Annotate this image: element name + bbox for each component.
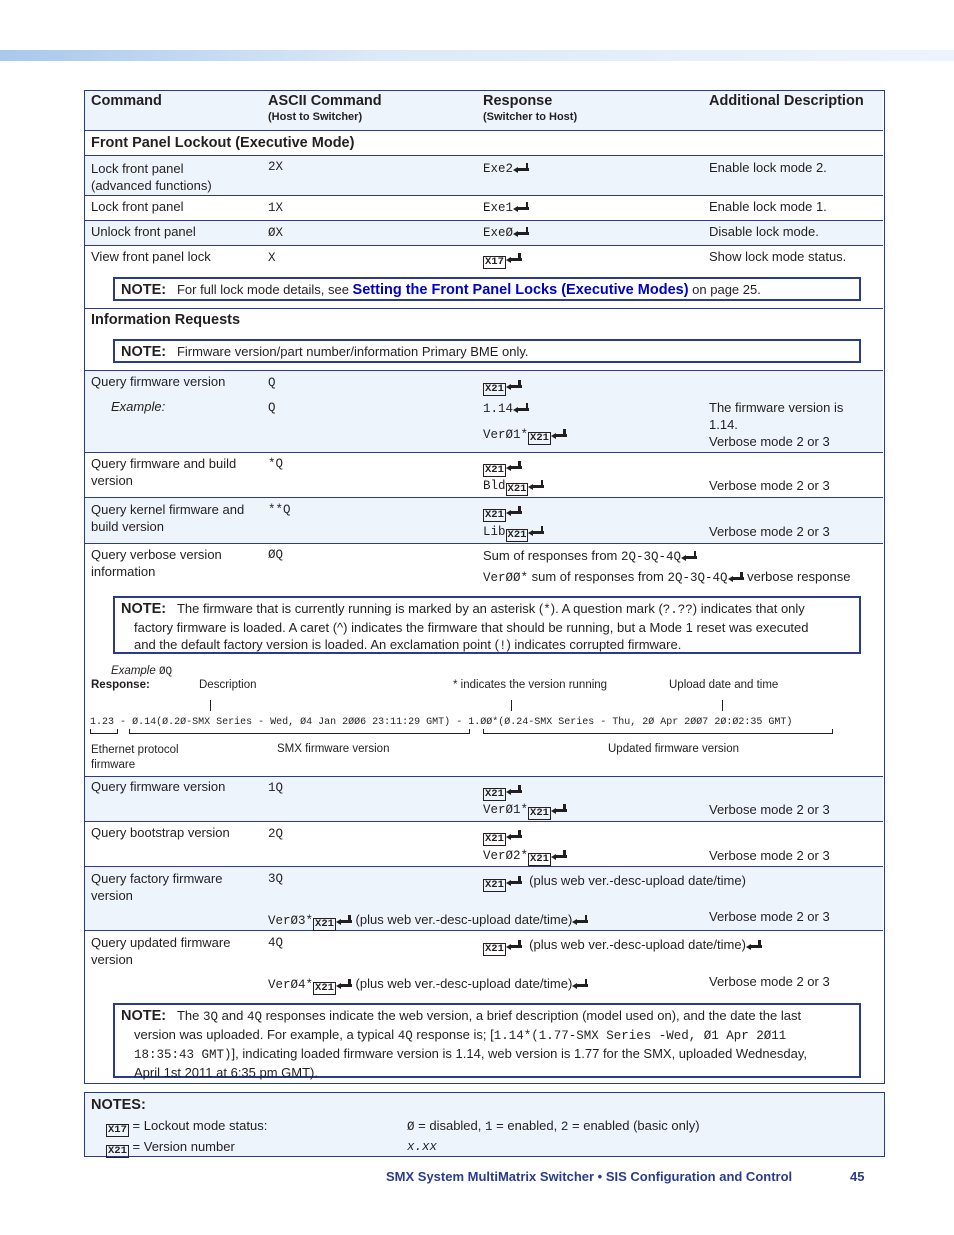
response: [483, 803, 567, 820]
note-text: response is; [: [416, 1027, 494, 1042]
return-icon: [681, 551, 697, 561]
command-text: (advanced functions): [91, 178, 212, 193]
response-text: sum of responses from: [531, 569, 664, 584]
description: Enable lock mode 1.: [709, 199, 827, 214]
response-text: (plus web ver.-desc-upload date/time): [355, 976, 573, 991]
pointer-line: [722, 700, 723, 711]
response: [483, 849, 567, 866]
description: Verbose mode 2 or 3: [709, 974, 830, 989]
rule: [85, 452, 883, 453]
description: Verbose mode 2 or 3: [709, 478, 830, 493]
response: [483, 827, 522, 846]
response-text: (plus web ver.-desc-upload date/time): [529, 873, 746, 888]
response-text: Sum of responses from: [483, 548, 618, 563]
response: [268, 976, 588, 995]
note-text: Firmware version/part number/information Primary BME only.: [176, 344, 529, 359]
link-front-panel-locks[interactable]: Setting the Front Panel Locks (Executive Modes): [352, 282, 689, 298]
command-line: information: [91, 564, 156, 579]
return-icon: [728, 572, 744, 582]
diagram-response-line: [90, 717, 792, 728]
response: [483, 782, 522, 801]
response-code: VerØØ*: [483, 571, 529, 585]
note-text: ) indicates corrupted firmware.: [506, 637, 682, 652]
example-command: ØQ: [158, 666, 173, 678]
return-icon: [572, 915, 588, 925]
ascii-command: Q: [268, 376, 276, 390]
ascii-command: 4Q: [268, 936, 284, 950]
separator: -: [456, 717, 463, 728]
note-text: and: [221, 1008, 244, 1023]
description-text: Verbose mode 2 or 3: [709, 434, 830, 449]
pointer-line: [511, 700, 512, 711]
command-line: Query factory firmware: [91, 871, 223, 886]
command-text: [91, 870, 222, 904]
response: [483, 479, 544, 496]
value-code: 2: [560, 1120, 569, 1134]
response-text: VerØ2*: [483, 849, 529, 863]
note-code: 18:35:43 GMT): [134, 1048, 232, 1062]
return-icon: [506, 253, 522, 263]
return-icon: [506, 506, 522, 516]
return-icon: [506, 380, 522, 390]
description: Show lock mode status.: [709, 249, 847, 264]
command-text: Unlock front panel: [91, 224, 196, 239]
value-code: Ø: [407, 1120, 415, 1134]
response: [483, 458, 522, 477]
variable-box: X21: [315, 982, 334, 994]
response-text: Bld: [483, 479, 506, 493]
return-icon: [513, 227, 529, 237]
variable-box: X21: [108, 1145, 127, 1157]
note-primary-bme: [113, 339, 861, 363]
variable-box: X21: [485, 383, 504, 395]
return-icon: [506, 785, 522, 795]
value-text: = enabled (basic only): [572, 1118, 700, 1133]
section-title-lockout: Front Panel Lockout (Executive Mode): [91, 135, 355, 151]
note-code: !: [498, 639, 507, 653]
notes-x17: [106, 1118, 267, 1137]
note-text: ). A question mark (: [550, 601, 663, 616]
response: [483, 548, 697, 564]
diagram-smx-fw-label: SMX firmware version: [277, 743, 390, 755]
ascii-command: X: [268, 251, 276, 265]
response-text: (plus web ver.-desc-upload date/time): [355, 912, 573, 927]
response-code: VerØ3*: [268, 914, 314, 928]
return-icon: [528, 526, 544, 536]
response: [483, 503, 522, 522]
notes-x21-value: x.xx: [407, 1140, 438, 1154]
command-line: Query firmware and build: [91, 456, 237, 471]
column-subheader-response: (Switcher to Host): [483, 111, 578, 123]
rule: [85, 308, 883, 309]
command-text: [91, 934, 230, 968]
response: [483, 569, 850, 585]
note-text: factory firmware is loaded. A caret (^) indicates the firmware that should be running, but a Mode 1 reset was executed: [134, 620, 809, 635]
header-gradient-bar: [0, 50, 954, 61]
notes-label: = Version number: [132, 1139, 235, 1154]
page-number: 45: [850, 1169, 865, 1184]
response: [483, 428, 567, 445]
note-label: NOTE:: [121, 1008, 167, 1024]
variable-box: X21: [507, 483, 527, 495]
response: [483, 873, 746, 892]
variable-box: X21: [485, 833, 504, 845]
column-header-response: Response: [483, 93, 553, 109]
variable-box: X21: [485, 509, 504, 521]
section-title-info: Information Requests: [91, 312, 241, 328]
variable-box: X21: [530, 432, 549, 444]
response-text: Lib: [483, 525, 506, 539]
diagram-ethernet-label: [91, 743, 179, 773]
separator: -: [600, 717, 607, 728]
return-icon: [551, 850, 567, 860]
ascii-command: Q: [268, 401, 276, 415]
command-line: Query updated firmware: [91, 935, 231, 950]
smx-version-desc: Ø.14(Ø.2Ø-SMX Series: [132, 717, 253, 728]
command-text: Query firmware version: [91, 779, 226, 794]
notes-x21: [106, 1139, 235, 1158]
return-icon: [513, 163, 529, 173]
description: Verbose mode 2 or 3: [709, 909, 830, 924]
note-lock-mode: [113, 277, 861, 301]
description: Disable lock mode.: [709, 224, 819, 239]
column-header-description: Additional Description: [709, 93, 864, 109]
column-header-command: Command: [91, 93, 162, 109]
bracket: [90, 729, 118, 734]
note-text: The firmware that is currently running is marked by an asterisk (: [176, 601, 544, 616]
response: [483, 201, 529, 215]
command-text: [91, 455, 236, 489]
response-text: VerØ1*: [483, 803, 529, 817]
note-firmware-markers: [113, 596, 861, 654]
response-code: 2Q-3Q-4Q: [621, 550, 682, 564]
note-code: 1.14*(1.77-SMX Series -Wed, Ø1 Apr 2Ø11: [493, 1029, 787, 1043]
ascii-command: *Q: [268, 457, 284, 471]
note-text: and the default factory version is loaded. An exclamation point (: [134, 637, 499, 652]
column-header-ascii: ASCII Command: [268, 93, 382, 109]
diagram-updated-label: Updated firmware version: [608, 743, 740, 755]
command-line: Query kernel firmware and: [91, 502, 245, 517]
example-label: Example: [111, 665, 156, 677]
response: [483, 525, 544, 542]
footer-title: SMX System MultiMatrix Switcher • SIS Configuration and Control: [386, 1169, 793, 1184]
command-text: [91, 546, 222, 580]
example-label: Example:: [111, 399, 166, 414]
rule: [85, 370, 883, 371]
description: Verbose mode 2 or 3: [709, 848, 830, 863]
diagram-description-label: Description: [199, 679, 257, 691]
note-text: responses indicate the web version, a brief description (model used on), and the date the last: [265, 1008, 802, 1023]
rule: [85, 245, 883, 246]
response: [268, 912, 588, 931]
value-text: = enabled,: [496, 1118, 558, 1133]
variable-box: X21: [315, 918, 334, 930]
command-text: Query bootstrap version: [91, 825, 230, 840]
pointer-line: [210, 700, 211, 711]
return-icon: [551, 429, 567, 439]
response: [483, 226, 529, 240]
diagram-response-label: Response:: [91, 679, 150, 691]
diagram-example: [111, 665, 172, 678]
return-icon: [513, 202, 529, 212]
note-text: April 1st 2011 at 6:35 pm GMT).: [134, 1065, 318, 1080]
description: [709, 399, 843, 450]
variable-box: X21: [485, 943, 504, 955]
rule: [85, 821, 883, 822]
ascii-command: ØX: [268, 226, 284, 240]
command-text: Lock front panel: [91, 161, 184, 176]
response-text: Exe2: [483, 162, 514, 176]
rule: [85, 497, 883, 498]
response: [483, 402, 529, 416]
return-icon: [746, 940, 762, 950]
value-text: = disabled,: [418, 1118, 482, 1133]
response: [483, 377, 522, 396]
return-icon: [551, 804, 567, 814]
response: [483, 162, 529, 176]
note-label: NOTE:: [121, 344, 167, 360]
return-icon: [506, 940, 522, 950]
rule: [85, 130, 883, 131]
column-subheader-ascii: (Host to Switcher): [268, 111, 363, 123]
variable-box: X21: [530, 807, 549, 819]
variable-box: X21: [485, 464, 504, 476]
variable-box: X17: [108, 1124, 127, 1136]
note-text: For full lock mode details, see: [176, 282, 349, 297]
command-line: version: [91, 888, 133, 903]
description: Verbose mode 2 or 3: [709, 802, 830, 817]
response-text: 1.14: [483, 402, 514, 416]
ascii-command: ØQ: [268, 548, 284, 562]
notes-label: = Lockout mode status:: [132, 1118, 268, 1133]
rule: [85, 866, 883, 867]
bracket: [129, 729, 470, 734]
note-code: ?.??: [662, 603, 693, 617]
note-text: on page 25.: [692, 282, 761, 297]
description-text: The firmware version is: [709, 400, 844, 415]
variable-box: X21: [530, 853, 549, 865]
note-text: ) indicates that only: [692, 601, 805, 616]
rule: [85, 155, 883, 156]
response-text: ExeØ: [483, 226, 514, 240]
response: [483, 250, 522, 269]
description-text: 1.14.: [709, 417, 738, 432]
return-icon: [528, 480, 544, 490]
separator: -: [258, 717, 265, 728]
command-text: [91, 501, 244, 535]
note-code: 4Q: [397, 1029, 413, 1043]
ascii-command: 2Q: [268, 827, 284, 841]
ascii-command: **Q: [268, 503, 291, 517]
response-text: verbose response: [747, 569, 851, 584]
response-text: VerØ1*: [483, 428, 529, 442]
ascii-command: 1Q: [268, 781, 284, 795]
ascii-command: 2X: [268, 160, 284, 174]
description: Verbose mode 2 or 3: [709, 524, 830, 539]
variable-box: X21: [485, 879, 504, 891]
rule: [85, 543, 883, 544]
note-label: NOTE:: [121, 282, 167, 298]
command-line: version: [91, 952, 133, 967]
rule: [85, 776, 883, 777]
ethernet-version: 1.23: [90, 717, 115, 728]
rule: [85, 220, 883, 221]
description: Enable lock mode 2.: [709, 160, 827, 175]
note-code: 3Q: [202, 1010, 218, 1024]
diagram-running-label: * indicates the version running: [453, 679, 608, 691]
return-icon: [336, 915, 352, 925]
note-label: NOTE:: [121, 601, 167, 617]
command-text: Lock front panel: [91, 199, 184, 214]
smx-upload-date: Wed, Ø4 Jan 2ØØ6 23:11:29 GMT): [270, 717, 451, 728]
ascii-command: 3Q: [268, 872, 284, 886]
ascii-command: 1X: [268, 201, 284, 215]
note-3q-4q: [113, 1003, 861, 1078]
note-code: *: [543, 603, 551, 617]
rule: [85, 195, 883, 196]
return-icon: [506, 830, 522, 840]
command-line: version: [91, 473, 133, 488]
updated-version-desc: 1.ØØ*(Ø.24-SMX Series: [468, 717, 595, 728]
notes-x17-values: [407, 1118, 700, 1134]
label-line: firmware: [91, 759, 136, 771]
value-code: 1: [485, 1120, 493, 1134]
table-row-lock-2: [91, 160, 212, 194]
note-text: The: [176, 1008, 200, 1023]
diagram-upload-label: Upload date and time: [669, 679, 779, 691]
note-text: version was uploaded. For example, a typical: [134, 1027, 395, 1042]
response-code: VerØ4*: [268, 978, 314, 992]
return-icon: [506, 461, 522, 471]
updated-upload-date: Thu, 2Ø Apr 2ØØ7 2Ø:Ø2:35 GMT): [612, 717, 793, 728]
return-icon: [336, 979, 352, 989]
response-code: 2Q-3Q-4Q: [667, 571, 728, 585]
variable-box: X17: [485, 256, 504, 268]
response: [483, 937, 762, 956]
separator: -: [120, 717, 127, 728]
note-code: 4Q: [246, 1010, 262, 1024]
return-icon: [513, 403, 529, 413]
response-text: (plus web ver.-desc-upload date/time): [529, 937, 746, 952]
command-line: build version: [91, 519, 164, 534]
return-icon: [572, 979, 588, 989]
response-text: Exe1: [483, 201, 514, 215]
command-line: Query verbose version: [91, 547, 222, 562]
command-text: View front panel lock: [91, 249, 211, 264]
variable-box: X21: [485, 788, 504, 800]
notes-title: NOTES:: [91, 1097, 146, 1113]
return-icon: [506, 876, 522, 886]
label-line: Ethernet protocol: [91, 744, 179, 756]
variable-box: X21: [507, 529, 527, 541]
note-text: ], indicating loaded firmware version is 1.14, web version is 1.77 for the SMX, uploaded Wednesday,: [231, 1046, 807, 1061]
command-text: Query firmware version: [91, 374, 226, 389]
bracket: [483, 729, 833, 734]
